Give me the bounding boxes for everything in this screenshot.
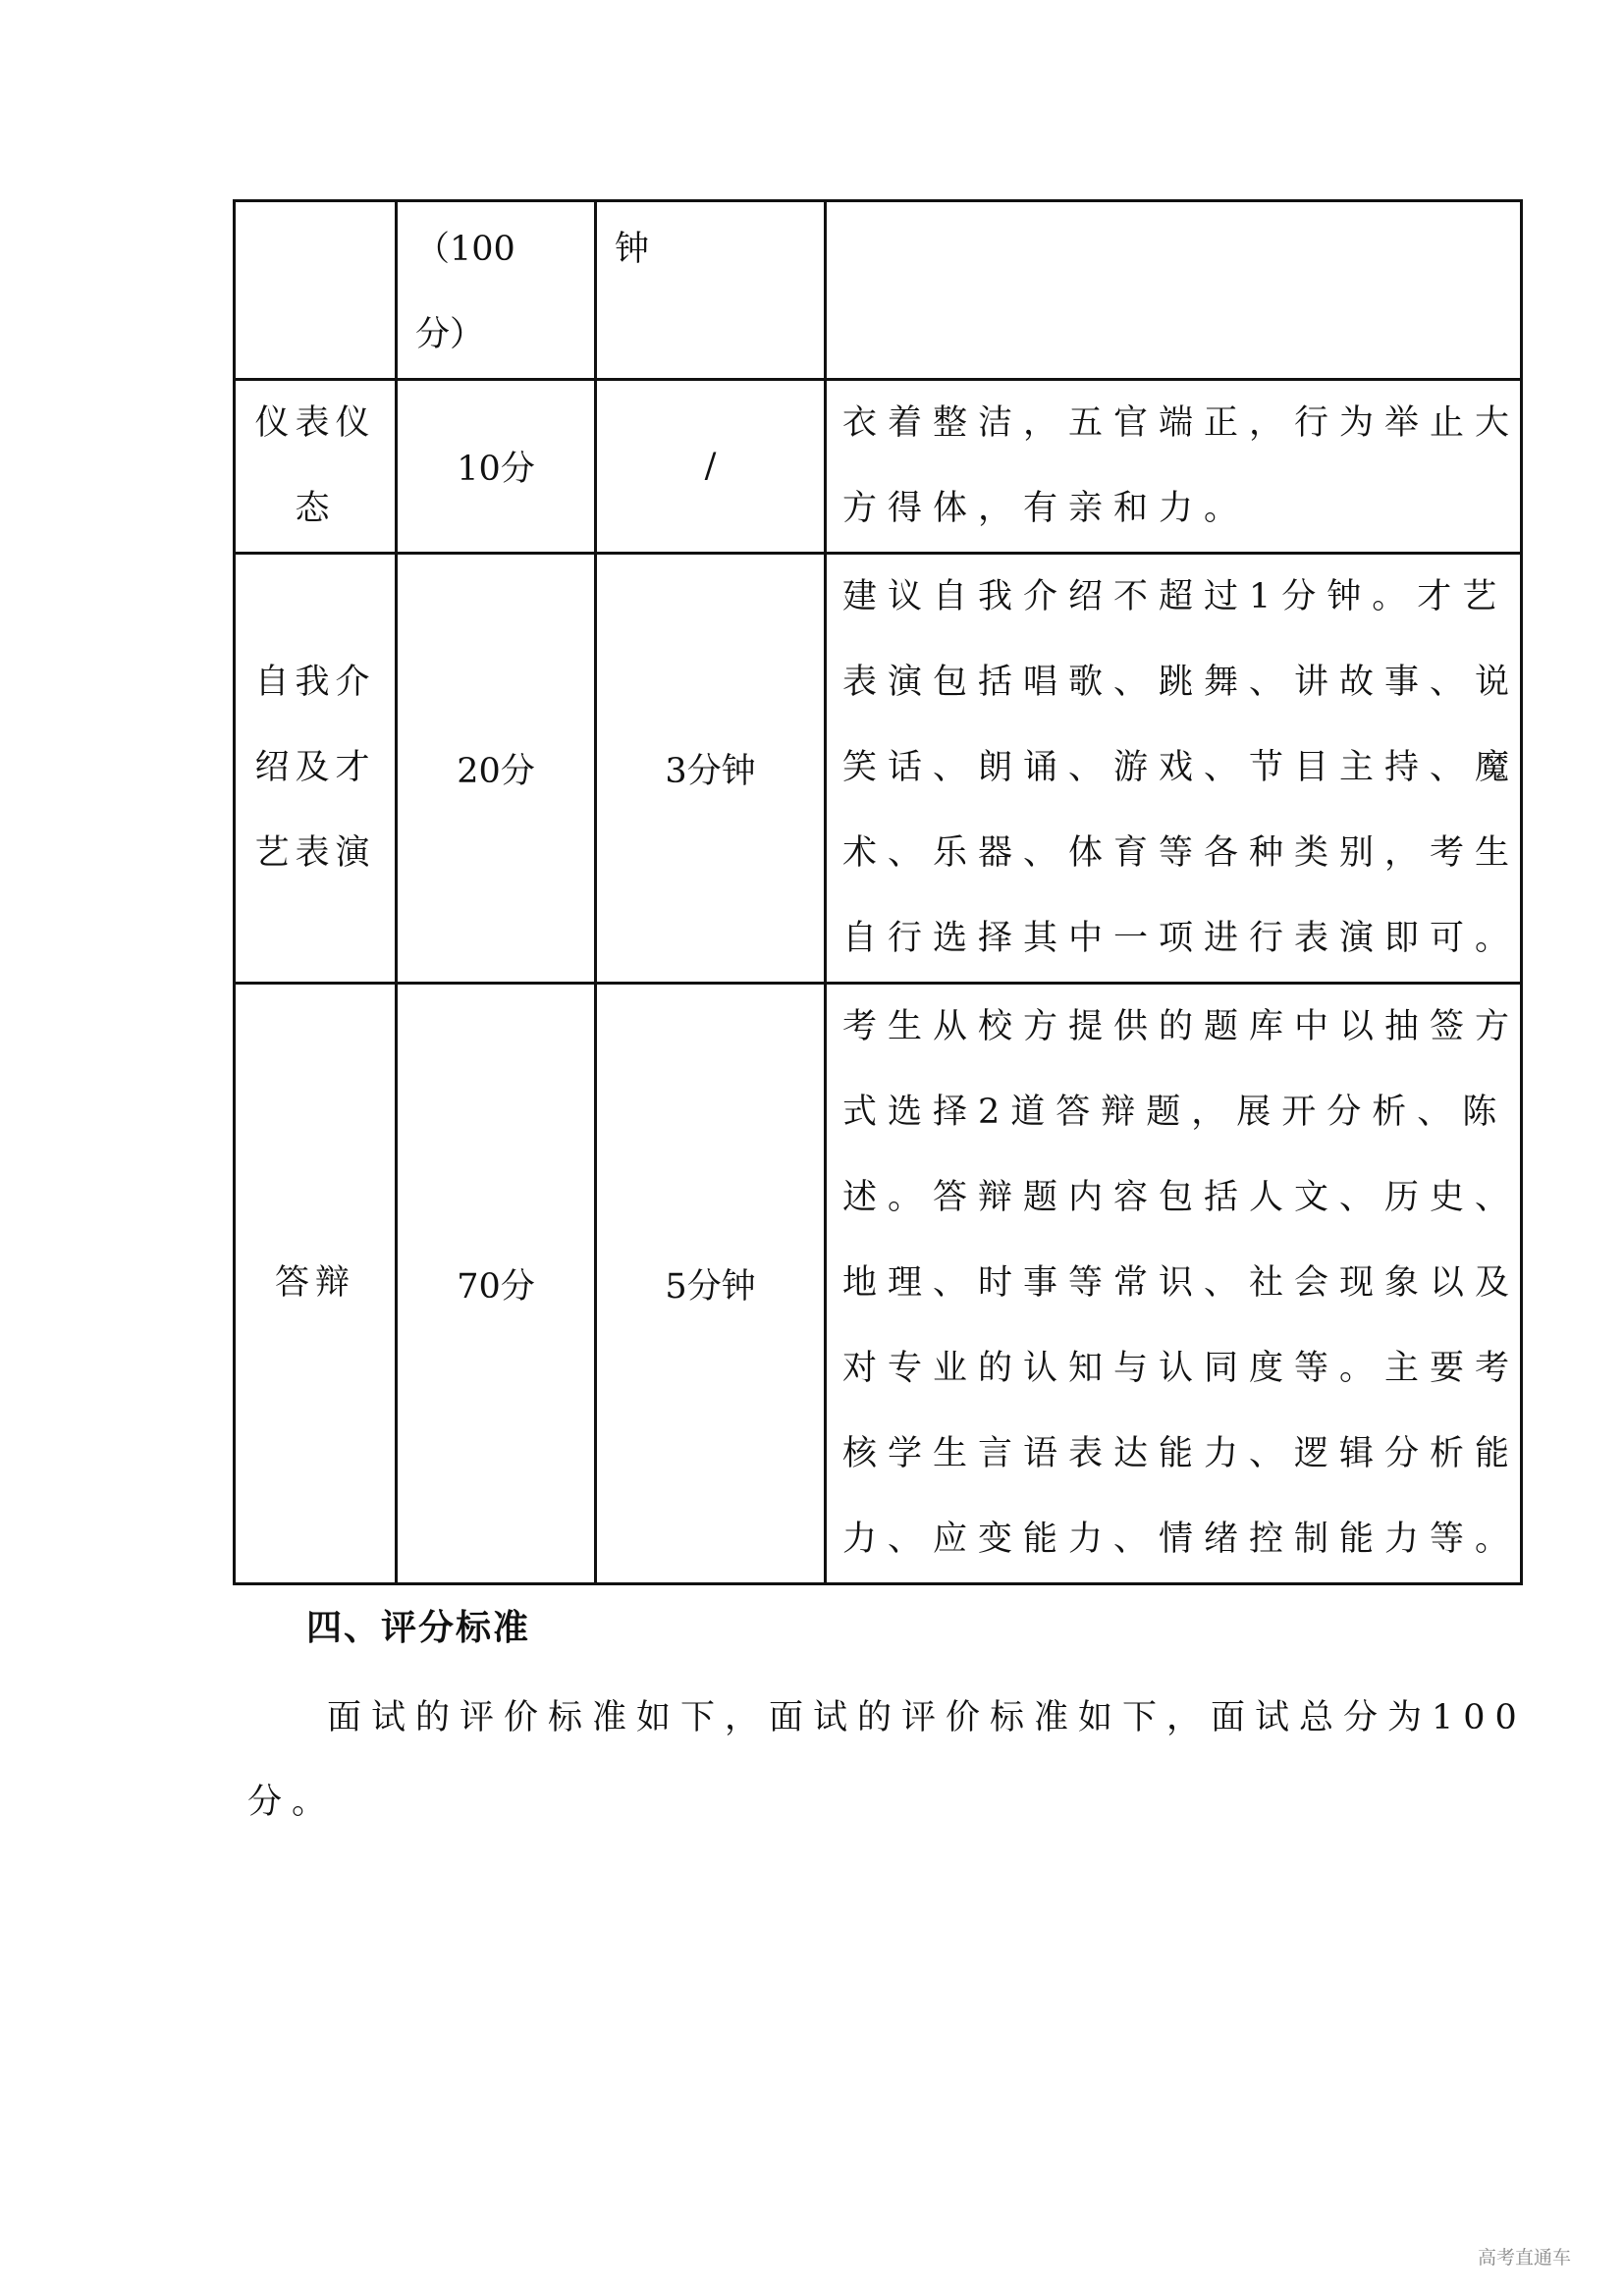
score-text: 20分 bbox=[457, 751, 535, 791]
item-text: 绍及才 bbox=[254, 748, 376, 787]
table-cell bbox=[826, 201, 1522, 380]
time-cell bbox=[596, 984, 826, 1584]
table-row bbox=[235, 380, 1522, 554]
score-cell bbox=[397, 380, 596, 554]
item-cell bbox=[235, 380, 397, 554]
item-text: 答辩 bbox=[274, 1263, 355, 1303]
desc-line: 自行选择其中一项进行表演即可。 bbox=[842, 919, 1521, 958]
paragraph-line: 面试的评价标准如下，面试的评价标准如下，面试总分为100 bbox=[327, 1698, 1527, 1737]
score-text: 70分 bbox=[457, 1266, 535, 1307]
desc-line: 地理、时事等常识、社会现象以及 bbox=[842, 1263, 1521, 1303]
desc-line: 表演包括唱歌、跳舞、讲故事、说 bbox=[842, 663, 1521, 702]
cell-text: 分） bbox=[415, 315, 485, 354]
table-cell bbox=[397, 201, 596, 380]
desc-line: 笑话、朗诵、游戏、节目主持、魔 bbox=[842, 748, 1521, 787]
item-text: 态 bbox=[295, 489, 336, 528]
desc-line: 建议自我介绍不超过1分钟。才艺 bbox=[842, 577, 1508, 616]
desc-cell bbox=[826, 984, 1522, 1584]
desc-line: 核学生言语表达能力、逻辑分析能 bbox=[842, 1434, 1521, 1473]
table-cell bbox=[596, 201, 826, 380]
score-cell bbox=[397, 984, 596, 1584]
desc-cell bbox=[826, 380, 1522, 554]
item-cell bbox=[235, 554, 397, 984]
desc-line: 述。答辩题内容包括人文、历史、 bbox=[842, 1178, 1521, 1217]
paragraph-line: 分。 bbox=[247, 1783, 337, 1822]
item-text: 艺表演 bbox=[254, 833, 376, 873]
desc-line: 考生从校方提供的题库中以抽签方 bbox=[842, 1007, 1521, 1046]
desc-line: 式选择2道答辩题，展开分析、陈 bbox=[842, 1093, 1508, 1132]
score-cell bbox=[397, 554, 596, 984]
desc-line: 对专业的认知与认同度等。主要考 bbox=[842, 1349, 1521, 1388]
item-cell bbox=[235, 984, 397, 1584]
time-cell bbox=[596, 380, 826, 554]
section-heading: 四、评分标准 bbox=[306, 1608, 531, 1648]
time-cell bbox=[596, 554, 826, 984]
table-row bbox=[235, 984, 1522, 1584]
desc-line: 方得体，有亲和力。 bbox=[842, 489, 1250, 528]
table-row bbox=[235, 554, 1522, 984]
time-text: 5分钟 bbox=[665, 1266, 756, 1307]
desc-cell bbox=[826, 554, 1522, 984]
cell-text: （100 bbox=[415, 230, 515, 269]
desc-line: 衣着整洁，五官端正，行为举止大 bbox=[842, 403, 1521, 443]
interview-table bbox=[233, 199, 1523, 1585]
item-text: 自我介 bbox=[254, 663, 376, 702]
table-cell bbox=[235, 201, 397, 380]
table-row bbox=[235, 201, 1522, 380]
watermark: 高考直通车 bbox=[1478, 2247, 1572, 2269]
cell-text: 钟 bbox=[615, 230, 650, 269]
item-text: 仪表仪 bbox=[254, 403, 376, 443]
desc-line: 术、乐器、体育等各种类别，考生 bbox=[842, 833, 1521, 873]
score-text: 10分 bbox=[457, 450, 535, 489]
desc-line: 力、应变能力、情绪控制能力等。 bbox=[842, 1520, 1521, 1559]
time-text: 3分钟 bbox=[665, 751, 756, 791]
time-text: / bbox=[704, 447, 717, 486]
